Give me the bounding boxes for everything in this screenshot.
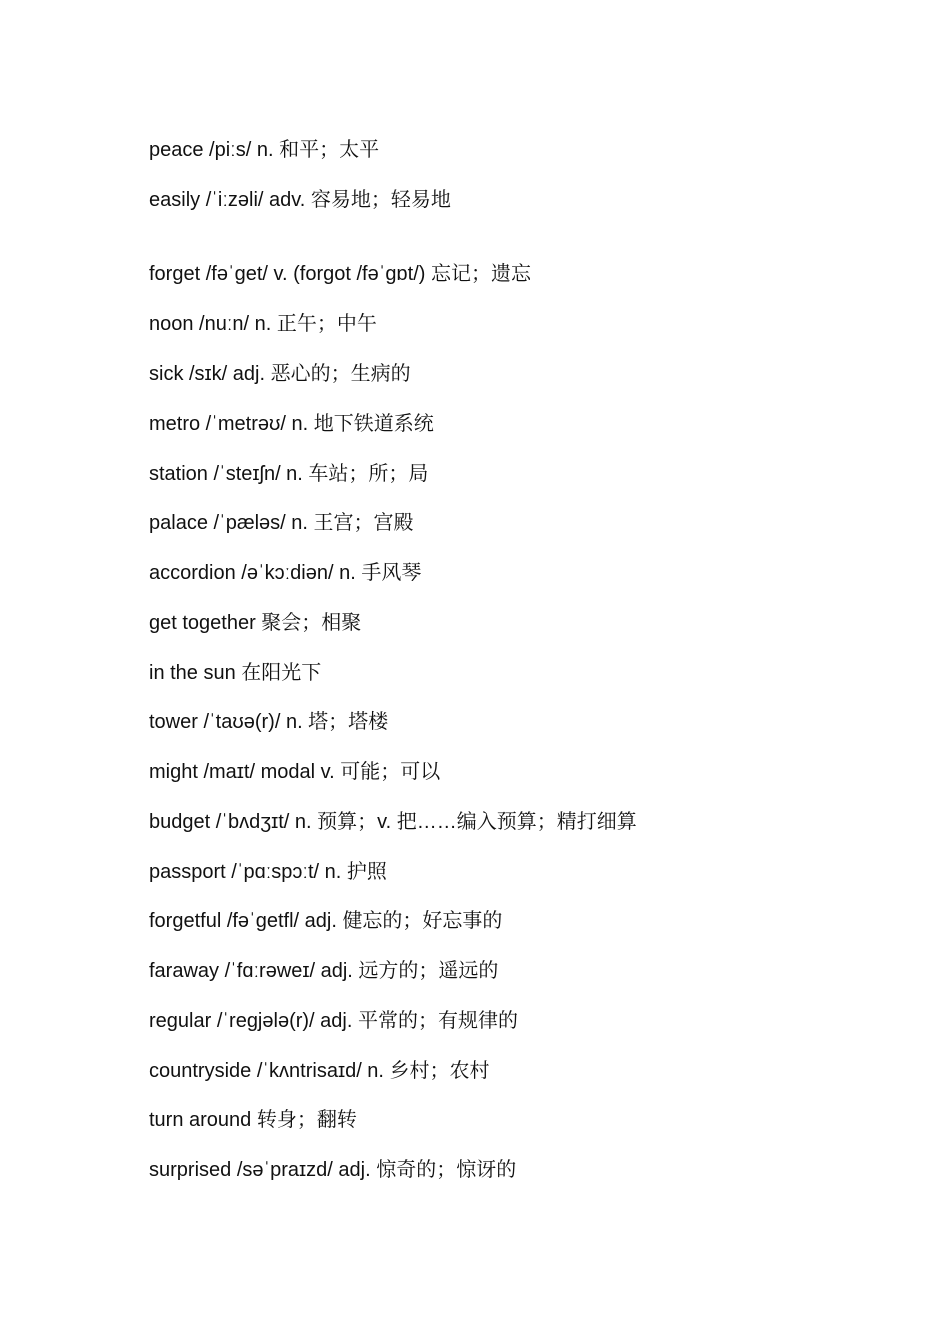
vocab-entry-forget: forget /fəˈɡet/ v. (forgot /fəˈɡɒt/) 忘记；遗忘 (149, 263, 531, 285)
vocab-entry-in-the-sun: in the sun 在阳光下 (149, 662, 322, 684)
vocab-entry-get-together: get together 聚会；相聚 (149, 612, 362, 634)
vocab-entry-passport: passport /ˈpɑːspɔːt/ n. 护照 (149, 861, 387, 883)
vocab-entry-station: station /ˈsteɪʃn/ n. 车站；所；局 (149, 463, 429, 485)
vocab-entry-metro: metro /ˈmetrəʊ/ n. 地下铁道系统 (149, 413, 434, 435)
vocab-entry-turn-around: turn around 转身；翻转 (149, 1109, 357, 1131)
vocab-entry-regular: regular /ˈreɡjələ(r)/ adj. 平常的；有规律的 (149, 1010, 518, 1032)
vocab-entry-countryside: countryside /ˈkʌntrisaɪd/ n. 乡村；农村 (149, 1060, 490, 1082)
vocab-entry-budget: budget /ˈbʌdʒɪt/ n. 预算；v. 把……编入预算；精打细算 (149, 811, 637, 833)
vocab-entry-faraway: faraway /ˈfɑːrəweɪ/ adj. 远方的；遥远的 (149, 960, 499, 982)
vocab-entry-palace: palace /ˈpæləs/ n. 王宫；宫殿 (149, 512, 414, 534)
vocab-entry-accordion: accordion /əˈkɔːdiən/ n. 手风琴 (149, 562, 422, 584)
vocab-entry-surprised: surprised /səˈpraɪzd/ adj. 惊奇的；惊讶的 (149, 1159, 517, 1181)
vocab-entry-tower: tower /ˈtaʊə(r)/ n. 塔；塔楼 (149, 711, 389, 733)
vocab-entry-peace: peace /piːs/ n. 和平；太平 (149, 139, 380, 161)
vocab-entry-easily: easily /ˈiːzəli/ adv. 容易地；轻易地 (149, 189, 451, 211)
vocab-entry-forgetful: forgetful /fəˈɡetfl/ adj. 健忘的；好忘事的 (149, 910, 503, 932)
vocab-entry-might: might /maɪt/ modal v. 可能；可以 (149, 761, 441, 783)
vocab-entry-sick: sick /sɪk/ adj. 恶心的；生病的 (149, 363, 411, 385)
vocab-entry-noon: noon /nuːn/ n. 正午；中午 (149, 313, 377, 335)
